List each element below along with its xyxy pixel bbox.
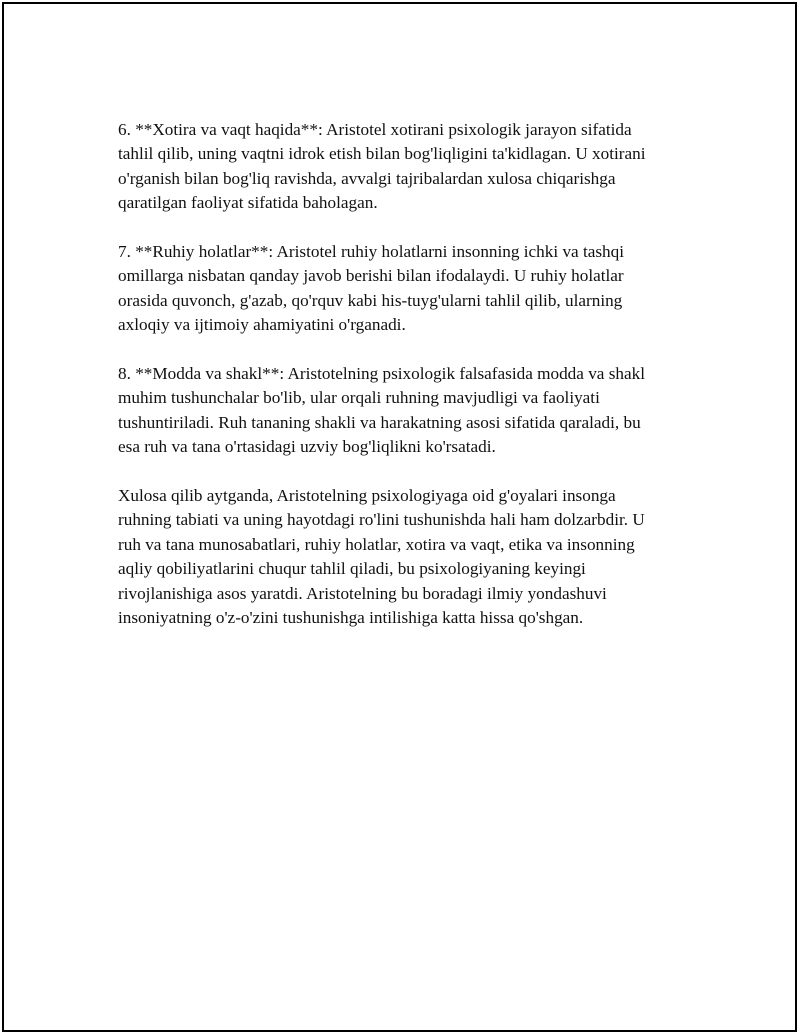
text-line: qaratilgan faoliyat sifatida baholagan. xyxy=(118,193,378,213)
text-line: o'rganish bilan bog'liq ravishda, avvalgi tajribalardan xulosa chiqarishga xyxy=(118,168,616,188)
text-line: 8. **Modda va shakl**: Aristotelning psixologik falsafasida modda va shakl xyxy=(118,364,646,384)
text-line: tushuntiriladi. Ruh tananing shakli va harakatning asosi sifatida qaraladi, bu xyxy=(118,412,641,432)
text-line: ruh va tana munosabatlari, ruhiy holatlar, xotira va vaqt, etika va insonning xyxy=(118,534,635,554)
text-line: ruhning tabiati va uning hayotdagi ro'lini tushunishda hali ham dolzarbdir. U xyxy=(118,510,645,530)
text-line: insoniyatning o'z-o'zini tushunishga intilishiga katta hissa qo'shgan. xyxy=(118,608,584,628)
text-line: rivojlanishiga asos yaratdi. Aristotelning bu boradagi ilmiy yondashuvi xyxy=(118,583,607,603)
text-line: esa ruh va tana o'rtasidagi uzviy bog'liqlikni ko'rsatadi. xyxy=(118,437,496,457)
paragraph-mental-states xyxy=(118,240,688,338)
text-line: orasida quvonch, g'azab, qo'rquv kabi his-tuyg'ularni tahlil qilib, ularning xyxy=(118,290,623,310)
text-line: 7. **Ruhiy holatlar**: Aristotel ruhiy holatlarni insonning ichki va tashqi xyxy=(118,242,625,262)
text-line: aqliy qobiliyatlarini chuqur tahlil qiladi, bu psixologiyaning keyingi xyxy=(118,559,586,579)
document-body xyxy=(118,118,688,655)
text-line: muhim tushunchalar bo'lib, ular orqali ruhning mavjudligi va faoliyati xyxy=(118,388,600,408)
text-line: 6. **Xotira va vaqt haqida**: Aristotel xotirani psixologik jarayon sifatida xyxy=(118,120,632,139)
paragraph-conclusion xyxy=(118,484,688,630)
paragraph-matter-and-form xyxy=(118,362,688,460)
text-line: omillarga nisbatan qanday javob berishi bilan ifodalaydi. U ruhiy holatlar xyxy=(118,266,624,286)
text-line: tahlil qilib, uning vaqtni idrok etish bilan bog'liqligini ta'kidlagan. U xotirani xyxy=(118,144,646,164)
text-line: axloqiy va ijtimoiy ahamiyatini o'rganadi. xyxy=(118,315,406,335)
text-line: Xulosa qilib aytganda, Aristotelning psixologiyaga oid g'oyalari insonga xyxy=(118,486,616,506)
paragraph-memory-and-time xyxy=(118,118,688,216)
